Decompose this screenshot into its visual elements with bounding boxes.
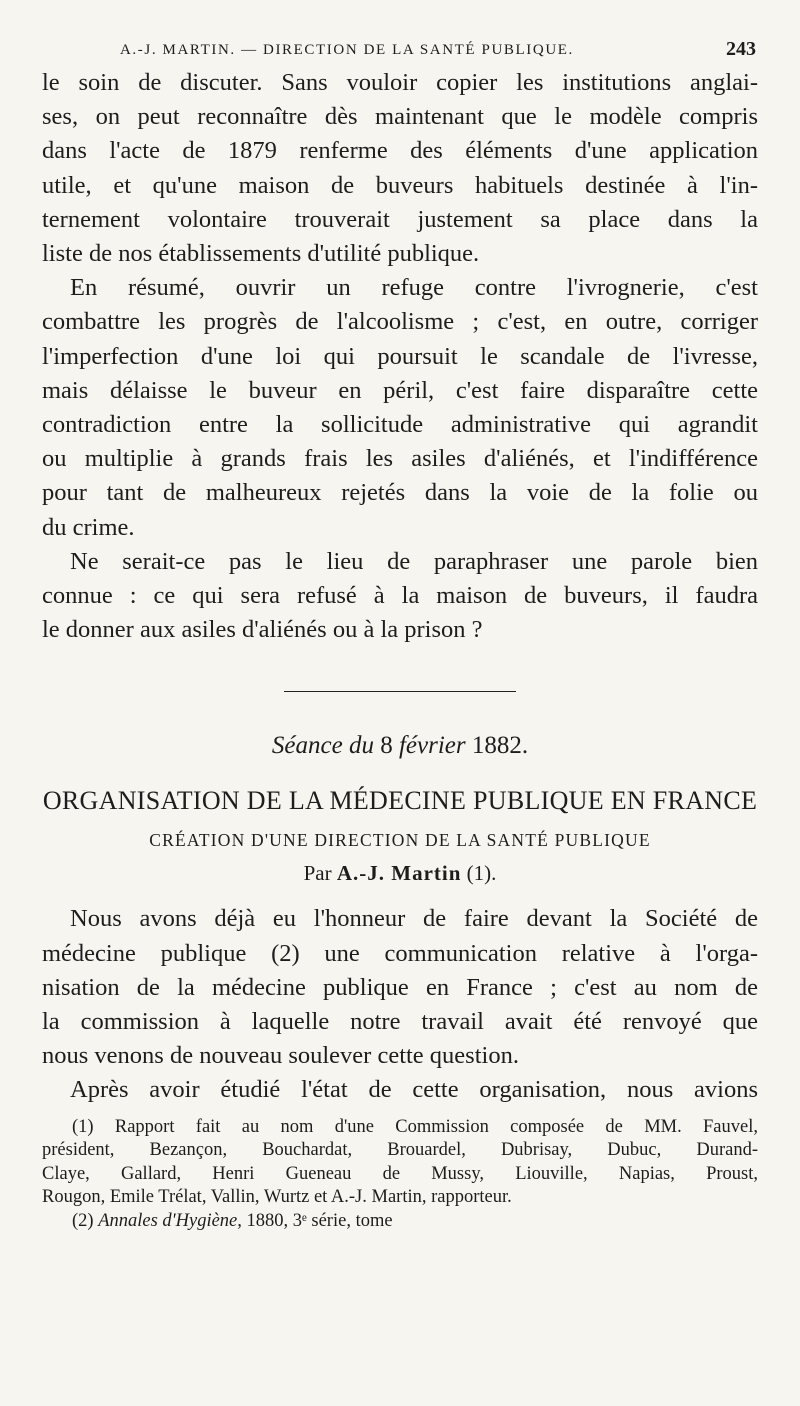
text-line: ses, on peut reconnaître dès maintenant que le modèle compris — [42, 103, 758, 131]
text-line: contradiction entre la sollicitude administrative qui agrandit — [42, 411, 758, 439]
running-head-title: A.-J. MARTIN. — DIRECTION DE LA SANTÉ PUBLIQUE. — [120, 42, 574, 58]
footnote-line: président, Bezançon, Bouchardat, Brouardel, Dubrisay, Dubuc, Durand- — [42, 1140, 758, 1161]
paragraph — [42, 902, 758, 1073]
text-line: nous venons de nouveau soulever cette question. — [42, 1042, 519, 1070]
paragraph — [42, 1073, 758, 1107]
session-month: février — [398, 732, 466, 760]
running-head — [42, 36, 758, 66]
section-alcoholism — [42, 66, 758, 647]
author-name: A.-J. Martin — [336, 861, 462, 886]
text-line: du crime. — [42, 513, 135, 541]
text-line: ou multiplie à grands frais les asiles d'aliénés, et l'indifférence — [42, 445, 758, 473]
text-line: connue : ce qui sera refusé à la maison de buveurs, il faudra — [42, 582, 758, 610]
byline-par: Par — [303, 861, 332, 886]
text-line: Nous avons déjà eu l'honneur de faire devant la Société de — [70, 905, 758, 933]
footnote-2-details: 1880, 3ᵉ série, tome — [246, 1210, 393, 1231]
section-organisation — [42, 902, 758, 1107]
text-line: En résumé, ouvrir un refuge contre l'ivrognerie, c'est — [70, 274, 758, 302]
paragraph — [42, 66, 758, 271]
book-page — [42, 36, 758, 1233]
footnote-line: Claye, Gallard, Henri Gueneau de Mussy, Liouville, Napias, Proust, — [42, 1163, 758, 1184]
text-line: nisation de la médecine publique en France ; c'est au nom de — [42, 973, 758, 1001]
text-line: dans l'acte de 1879 renferme des éléments d'une application — [42, 137, 758, 165]
session-year: 1882. — [471, 732, 529, 760]
page-number: 243 — [726, 38, 756, 60]
text-line: mais délaisse le buveur en péril, c'est faire disparaître cette — [42, 376, 758, 404]
session-date — [42, 732, 758, 760]
footnote-line: (1) Rapport fait au nom d'une Commission composée de MM. Fauvel, — [72, 1116, 758, 1137]
section-divider — [284, 691, 516, 692]
footnote-2-number: (2) — [72, 1210, 94, 1231]
footnote-1 — [42, 1116, 758, 1210]
paragraph — [42, 545, 758, 648]
text-line: Après avoir étudié l'état de cette organisation, nous avions — [70, 1076, 758, 1104]
footnote-2 — [42, 1210, 758, 1234]
text-line: Ne serait-ce pas le lieu de paraphraser une parole bien — [70, 547, 758, 575]
text-line: utile, et qu'une maison de buveurs habituels destinée à l'in- — [42, 171, 758, 199]
text-line: la commission à laquelle notre travail avait été renvoyé que — [42, 1008, 758, 1036]
article-title: ORGANISATION DE LA MÉDECINE PUBLIQUE EN FRANCE — [42, 786, 758, 816]
session-day: 8 — [380, 732, 393, 760]
text-line: l'imperfection d'une loi qui poursuit le scandale de l'ivresse, — [42, 342, 758, 370]
footnote-line: Rougon, Emile Trélat, Vallin, Wurtz et A.-J. Martin, rapporteur. — [42, 1187, 512, 1208]
session-label: Séance du — [271, 732, 374, 760]
paragraph — [42, 271, 758, 545]
text-line: le donner aux asiles d'aliénés ou à la prison ? — [42, 616, 483, 644]
text-line: combattre les progrès de l'alcoolisme ; c'est, en outre, corriger — [42, 308, 758, 336]
text-line: pour tant de malheureux rejetés dans la voie de la folie ou — [42, 479, 758, 507]
text-line: ternement volontaire trouverait justement sa place dans la — [42, 205, 758, 233]
article-subtitle: CRÉATION D'UNE DIRECTION DE LA SANTÉ PUBLIQUE — [149, 830, 651, 851]
text-line: le soin de discuter. Sans vouloir copier les institutions anglai- — [42, 69, 758, 96]
footnote-ref: (1). — [466, 861, 497, 886]
text-line: médecine publique (2) une communication relative à l'orga- — [42, 939, 758, 967]
byline — [42, 861, 758, 886]
footnote-2-journal: Annales d'Hygiène, — [98, 1210, 242, 1231]
text-line: liste de nos établissements d'utilité publique. — [42, 240, 480, 268]
footnotes — [42, 1116, 758, 1234]
